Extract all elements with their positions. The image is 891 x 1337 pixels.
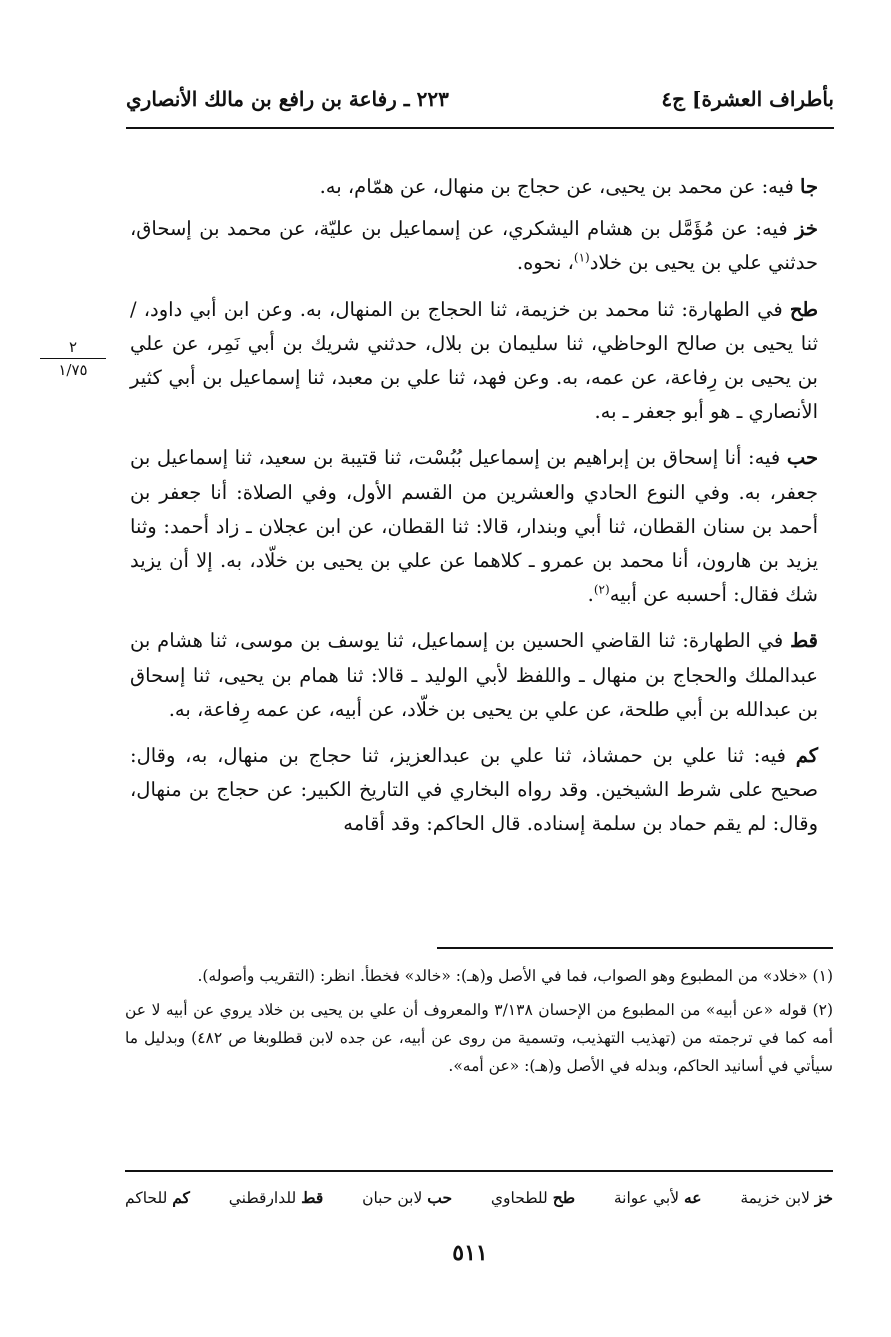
source-code: كم bbox=[795, 744, 818, 768]
legend-abbr: عه bbox=[683, 1188, 702, 1207]
header-book-title: بأطراف العشرة] ج٤ bbox=[661, 87, 834, 111]
legend-name: للطحاوي bbox=[490, 1189, 548, 1207]
source-code: خز bbox=[795, 217, 818, 241]
legend-item bbox=[229, 1188, 324, 1207]
legend-abbr: كم bbox=[172, 1188, 190, 1207]
header-rule bbox=[126, 127, 834, 129]
header-entry-title: ٢٢٣ ـ رفاعة بن رافع بن مالك الأنصاري bbox=[126, 87, 449, 111]
paragraph-text: فيه: عن محمد بن يحيى، عن حجاج بن منهال، عن همّام، به. bbox=[319, 175, 800, 198]
footnote-2: (٢) قوله «عن أبيه» من المطبوع من الإحسان ٣/١٣٨ والمعروف أن علي بن يحيى بن خلاد يروي عن أبيه لا عن أمه كما في ترجمته من (تهذيب التهذيب، وتسمية من روى عن أبيه، عن جده لابن قطلوبغا ص ٤٨٢) وبدليل ما سيأتي في أسانيد الحاكم، وبدله في الأصل و(هـ): «عن أمه». bbox=[125, 1001, 834, 1075]
legend-name: للحاكم bbox=[125, 1189, 168, 1207]
paragraph-ja bbox=[130, 170, 818, 204]
legend-name: لأبي عوانة bbox=[613, 1189, 680, 1207]
paragraph-text: في الطهارة: ثنا القاضي الحسين بن إسماعيل، ثنا يوسف بن موسى، ثنا هشام بن عبدالملك والحجاج بن منهال ـ واللفظ لأبي الوليد ـ قالا: ثنا همام بن يحيى، ثنا إسحاق بن عبدالله بن أبي طلحة، عن علي بن يحيى بن خلّاد، عن أبيه، عن عمه رِفاعة، به. bbox=[130, 629, 818, 721]
paragraph-tail: . bbox=[587, 583, 594, 607]
page-number: ٥١١ bbox=[452, 1240, 488, 1266]
footnote-ref[interactable]: (٢) bbox=[593, 582, 610, 597]
legend-abbr: قط bbox=[301, 1188, 324, 1207]
footnote-rule bbox=[437, 947, 833, 949]
margin-note bbox=[40, 338, 106, 379]
main-text bbox=[130, 170, 818, 854]
footnotes bbox=[125, 962, 833, 1086]
legend-rule bbox=[125, 1170, 833, 1172]
legend-abbr: طح bbox=[552, 1188, 576, 1207]
paragraph-khz bbox=[130, 212, 818, 280]
source-code: قط bbox=[790, 629, 818, 653]
legend-abbr: حب bbox=[427, 1188, 453, 1207]
legend-item bbox=[125, 1188, 190, 1207]
legend-name: لابن خزيمة bbox=[740, 1189, 810, 1207]
footnote-1: (١) «خلاد» من المطبوع وهو الصواب، فما في الأصل و(هـ): «خالد» فخطأ. انظر: (التقريب وأصوله). bbox=[197, 967, 833, 985]
paragraph-hb bbox=[130, 441, 818, 612]
legend-name: للدارقطني bbox=[228, 1189, 297, 1207]
margin-note-line2: ١/٧٥ bbox=[58, 361, 88, 379]
legend-item bbox=[362, 1188, 452, 1207]
running-header bbox=[126, 82, 834, 116]
paragraph-text: في الطهارة: ثنا محمد بن خزيمة، ثنا الحجاج بن المنهال، به. وعن ابن أبي داود، / ثنا يحيى بن صالح الوحاظي، ثنا سليمان بن بلال، حدثني شريك بن أبي نَمِر، عن علي بن يحيى بن رِفاعة، عن عمه، به. وعن فهد، ثنا علي بن معبد، ثنا إسماعيل بن أبي كثير الأنصاري ـ هو أبو جعفر ـ به. bbox=[130, 297, 818, 424]
legend-name: لابن حبان bbox=[362, 1189, 423, 1207]
legend-item bbox=[614, 1188, 702, 1207]
source-code: طح bbox=[789, 297, 818, 321]
paragraph-text: فيه: ثنا علي بن حمشاذ، ثنا علي بن عبدالعزيز، ثنا حجاج بن منهال، به، وقال: صحيح على شرط الشيخين. وقد رواه البخاري في التاريخ الكبير: عن حجاج بن منهال، وقال: لم يقم حماد بن سلمة إسناده. قال الحاكم: وقد أقامه bbox=[130, 744, 818, 836]
paragraph-text: فيه: أنا إسحاق بن إبراهيم بن إسماعيل بُبُسْت، ثنا قتيبة بن سعيد، ثنا إسماعيل بن جعفر، به. وفي النوع الحادي والعشرين من القسم الأول، وفي الصلاة: أنا جعفر بن أحمد بن سنان القطان، ثنا أبي وبندار، قالا: ثنا القطان، عن ابن عجلان ـ زاد أحمد: وثنا يزيد بن هارون، أنا محمد بن عمرو ـ كلاهما عن علي بن يحيى بن خلّاد، به. إلا أن يزيد شك فقال: أحسبه عن أبيه bbox=[130, 446, 818, 607]
paragraph-qt bbox=[130, 624, 818, 727]
source-code: جا bbox=[800, 175, 818, 198]
source-code: حب bbox=[786, 446, 819, 470]
abbreviation-legend bbox=[125, 1188, 833, 1207]
paragraph-text: فيه: عن مُؤَمَّل بن هشام اليشكري، عن إسماعيل بن عليّة، عن محمد بن إسحاق، حدثني علي بن يحيى بن خلاد bbox=[130, 217, 818, 275]
paragraph-km bbox=[130, 739, 818, 842]
margin-note-line1: ٢ bbox=[40, 338, 106, 359]
legend-item bbox=[740, 1188, 833, 1207]
paragraph-tail: ، نحوه. bbox=[516, 251, 574, 275]
paragraph-th bbox=[130, 293, 818, 430]
legend-item bbox=[491, 1188, 575, 1207]
legend-abbr: خز bbox=[814, 1188, 833, 1207]
footnote-ref[interactable]: (١) bbox=[573, 250, 590, 265]
